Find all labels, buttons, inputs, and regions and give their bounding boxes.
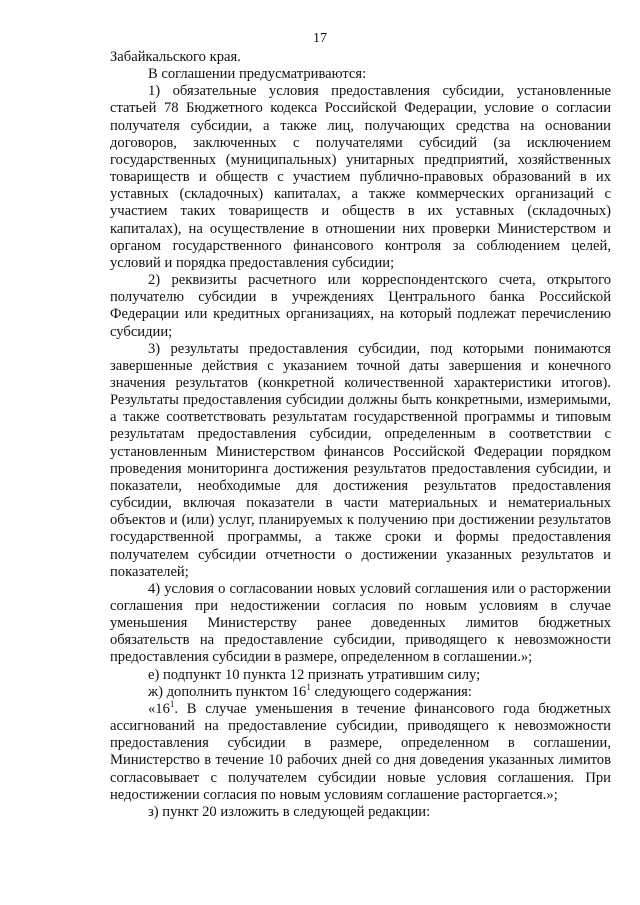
superscript-marker: 1	[306, 681, 311, 692]
paragraph-sub-z: з) пункт 20 изложить в следующей редакции:	[148, 803, 431, 820]
paragraph-point-16-1-before: «16	[148, 700, 170, 717]
paragraph-point-16-1	[110, 701, 611, 804]
paragraph-item-2: 2) реквизиты расчетного или корреспондентского счета, открытого получателю субсидии в учреждениях Центрального банка Российской Федерации или кредитных организациях, на который подлежат перечислению субсидии;	[110, 272, 611, 340]
page-number: 17	[313, 31, 327, 46]
paragraph-sub-zh-before: ж) дополнить пунктом 16	[148, 683, 307, 700]
paragraph-sub-e: е) подпункт 10 пункта 12 признать утратившим силу;	[148, 666, 481, 683]
paragraph-item-4: 4) условия о согласовании новых условий соглашения или о расторжении соглашения при недостижении согласия по новым условиям в случае уменьшения Министерству ранее доведенных лимитов бюджетных обязательств на предоставление субсидии, приводящего к невозможности предоставления субсидии в размере, определенном в соглашении.»;	[110, 580, 611, 666]
paragraph-point-16-1-after: . В случае уменьшения в течение финансового года бюджетных ассигнований на предоставление субсидии, приводящего к невозможности предоставления субсидии в размере, определенном в соглашении, Министерство в течение 10 рабочих дней со дня доведения указанных лимитов согласовывает с получателем субсидии новые условия соглашения. При недостижении согласия по новым условиям соглашение расторгается.»;	[110, 700, 611, 803]
paragraph-item-3: 3) результаты предоставления субсидии, под которыми понимаются завершенные действия с указанием точной даты завершения и конечного значения результатов (конкретной количественной характеристики итогов). Результаты предоставления субсидии должны быть конкретными, измеримыми, а также соответствовать результатам государственной программы и типовым результатам предоставления субсидии, определенным в соответствии с установленным Министерством финансов Российской Федерации порядком проведения мониторинга достижения результатов предоставления субсидии, и показатели, необходимые для достижения результатов предоставления субсидии, включая показатели в части материальных и нематериальных объектов и (или) услуг, планируемых к получению при достижении результатов государственной программы, а также сроки и формы предоставления получателем субсидии отчетности о достижении указанных результатов и показателей;	[110, 340, 611, 580]
superscript-marker: 1	[169, 699, 175, 710]
document-body	[110, 49, 611, 821]
paragraph-sub-zh	[110, 681, 611, 701]
paragraph-continuation: Забайкальского края.	[110, 49, 241, 65]
paragraph-item-1: 1) обязательные условия предоставления субсидии, установленные статьей 78 Бюджетного кодекса Российской Федерации, условие о согласии получателя субсидии, а также лиц, получающих средства на основании договоров, заключенных с получателями субсидий (за исключением государственных (муниципальных) унитарных предприятий, хозяйственных товариществ и обществ с участием публично-правовых образований в их уставных (складочных) капиталах, а также коммерческих организаций с участием таких товариществ и обществ в их уставных (складочных) капиталах), на осуществление в отношении них проверки Министерством и органом государственного финансового контроля за соблюдением целей, условий и порядка предоставления субсидии;	[110, 83, 611, 271]
paragraph-sub-zh-after: следующего содержания:	[310, 683, 472, 700]
paragraph-agreement-intro: В соглашении предусматриваются:	[148, 66, 367, 83]
